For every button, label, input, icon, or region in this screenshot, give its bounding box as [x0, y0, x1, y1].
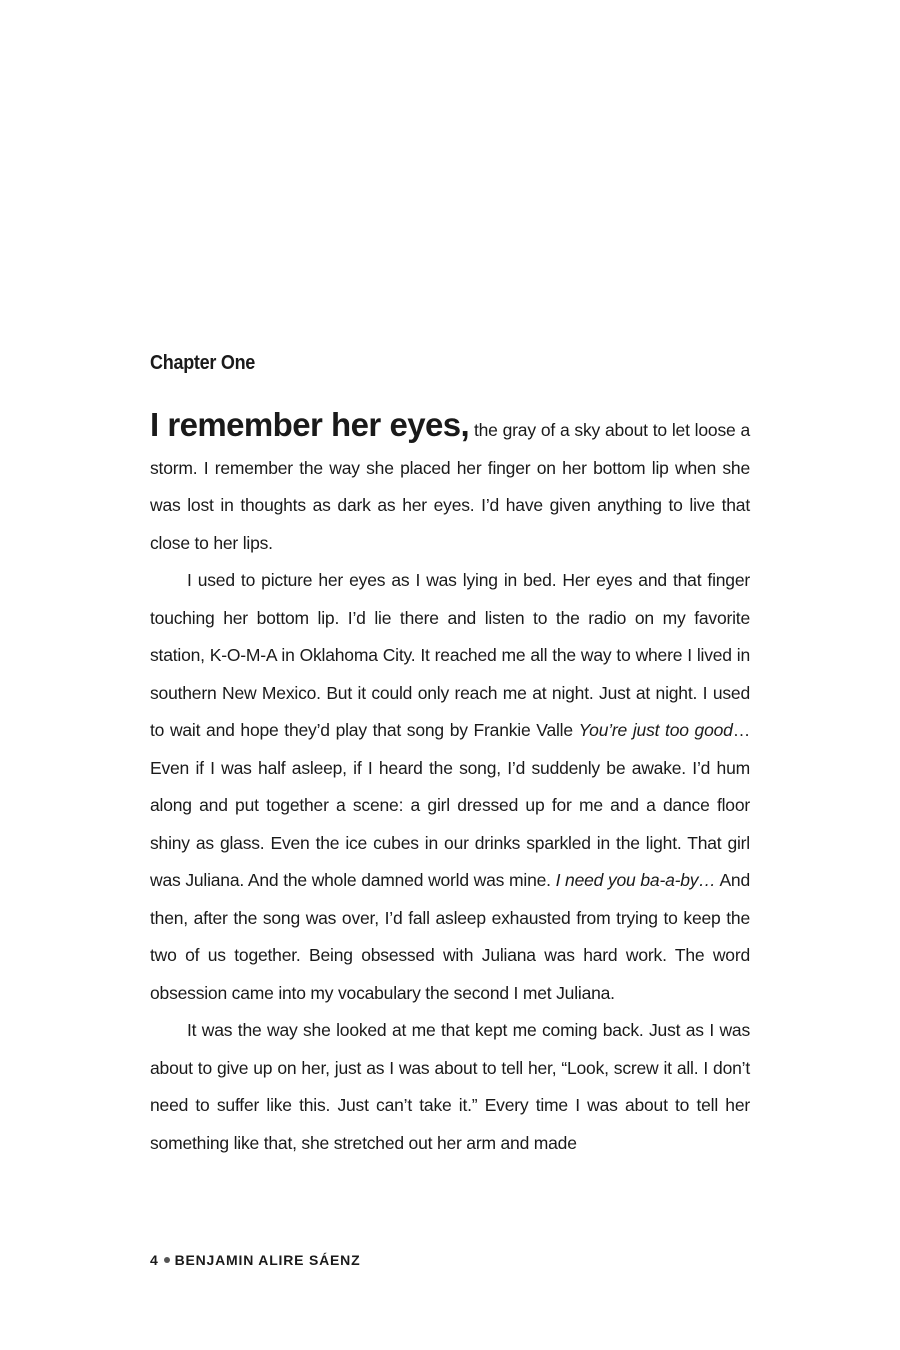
song-title: You’re just too good: [578, 720, 733, 740]
paragraph-2: [150, 562, 750, 1012]
paragraph-3: It was the way she looked at me that kept me coming back. Just as I was about to give up on her, just as I was about to tell her, “Look, screw it all. I don’t need to suffer like this. Just can’t take it.” Every time I was about to tell her something like that, she stretched out her arm and made: [150, 1020, 750, 1153]
paragraph-2-part1: I used to picture her eyes as I was lying in bed. Her eyes and that finger touching her bottom lip. I’d lie there and listen to the radio on my favorite station, K-O-M-A in Oklahoma City. It reached me all the way to where I lived in southern New Mexico. But it could only reach me at night. Just at night. I used to wait and hope they’d play that song by Frankie Valle: [150, 570, 750, 740]
author-name: BENJAMIN ALIRE SÁENZ: [174, 1252, 361, 1268]
lead-in: I remember her eyes,: [150, 406, 470, 443]
paragraph-2-part2: … Even if I was half asleep, if I heard the song, I’d suddenly be awake. I’d hum along and put together a scene: a girl dressed up for me and a dance floor shiny as glass. Even the ice cubes in our drinks sparkled in the light. That girl was Juliana. And the whole damned world was mine.: [150, 720, 750, 890]
paragraph-2-part3: And then, after the song was over, I’d fall asleep exhausted from trying to keep the two of us together. Being obsessed with Juliana was hard work. The word obsession came into my vocabulary the second I met Juliana.: [150, 870, 750, 1003]
page-number: 4: [150, 1252, 159, 1268]
paragraph-1: [150, 406, 750, 562]
song-lyric: I need you ba-a-by…: [555, 870, 716, 890]
chapter-heading: Chapter One: [150, 352, 256, 374]
page-footer: [150, 1252, 360, 1268]
paragraph-1-text: the gray of a sky about to let loose a storm. I remember the way she placed her finger on her bottom lip when she was lost in thoughts as dark as her eyes. I’d have given anything to live that close to her lips.: [150, 420, 750, 553]
body-text: [150, 406, 750, 1162]
bullet-icon: [164, 1257, 170, 1263]
